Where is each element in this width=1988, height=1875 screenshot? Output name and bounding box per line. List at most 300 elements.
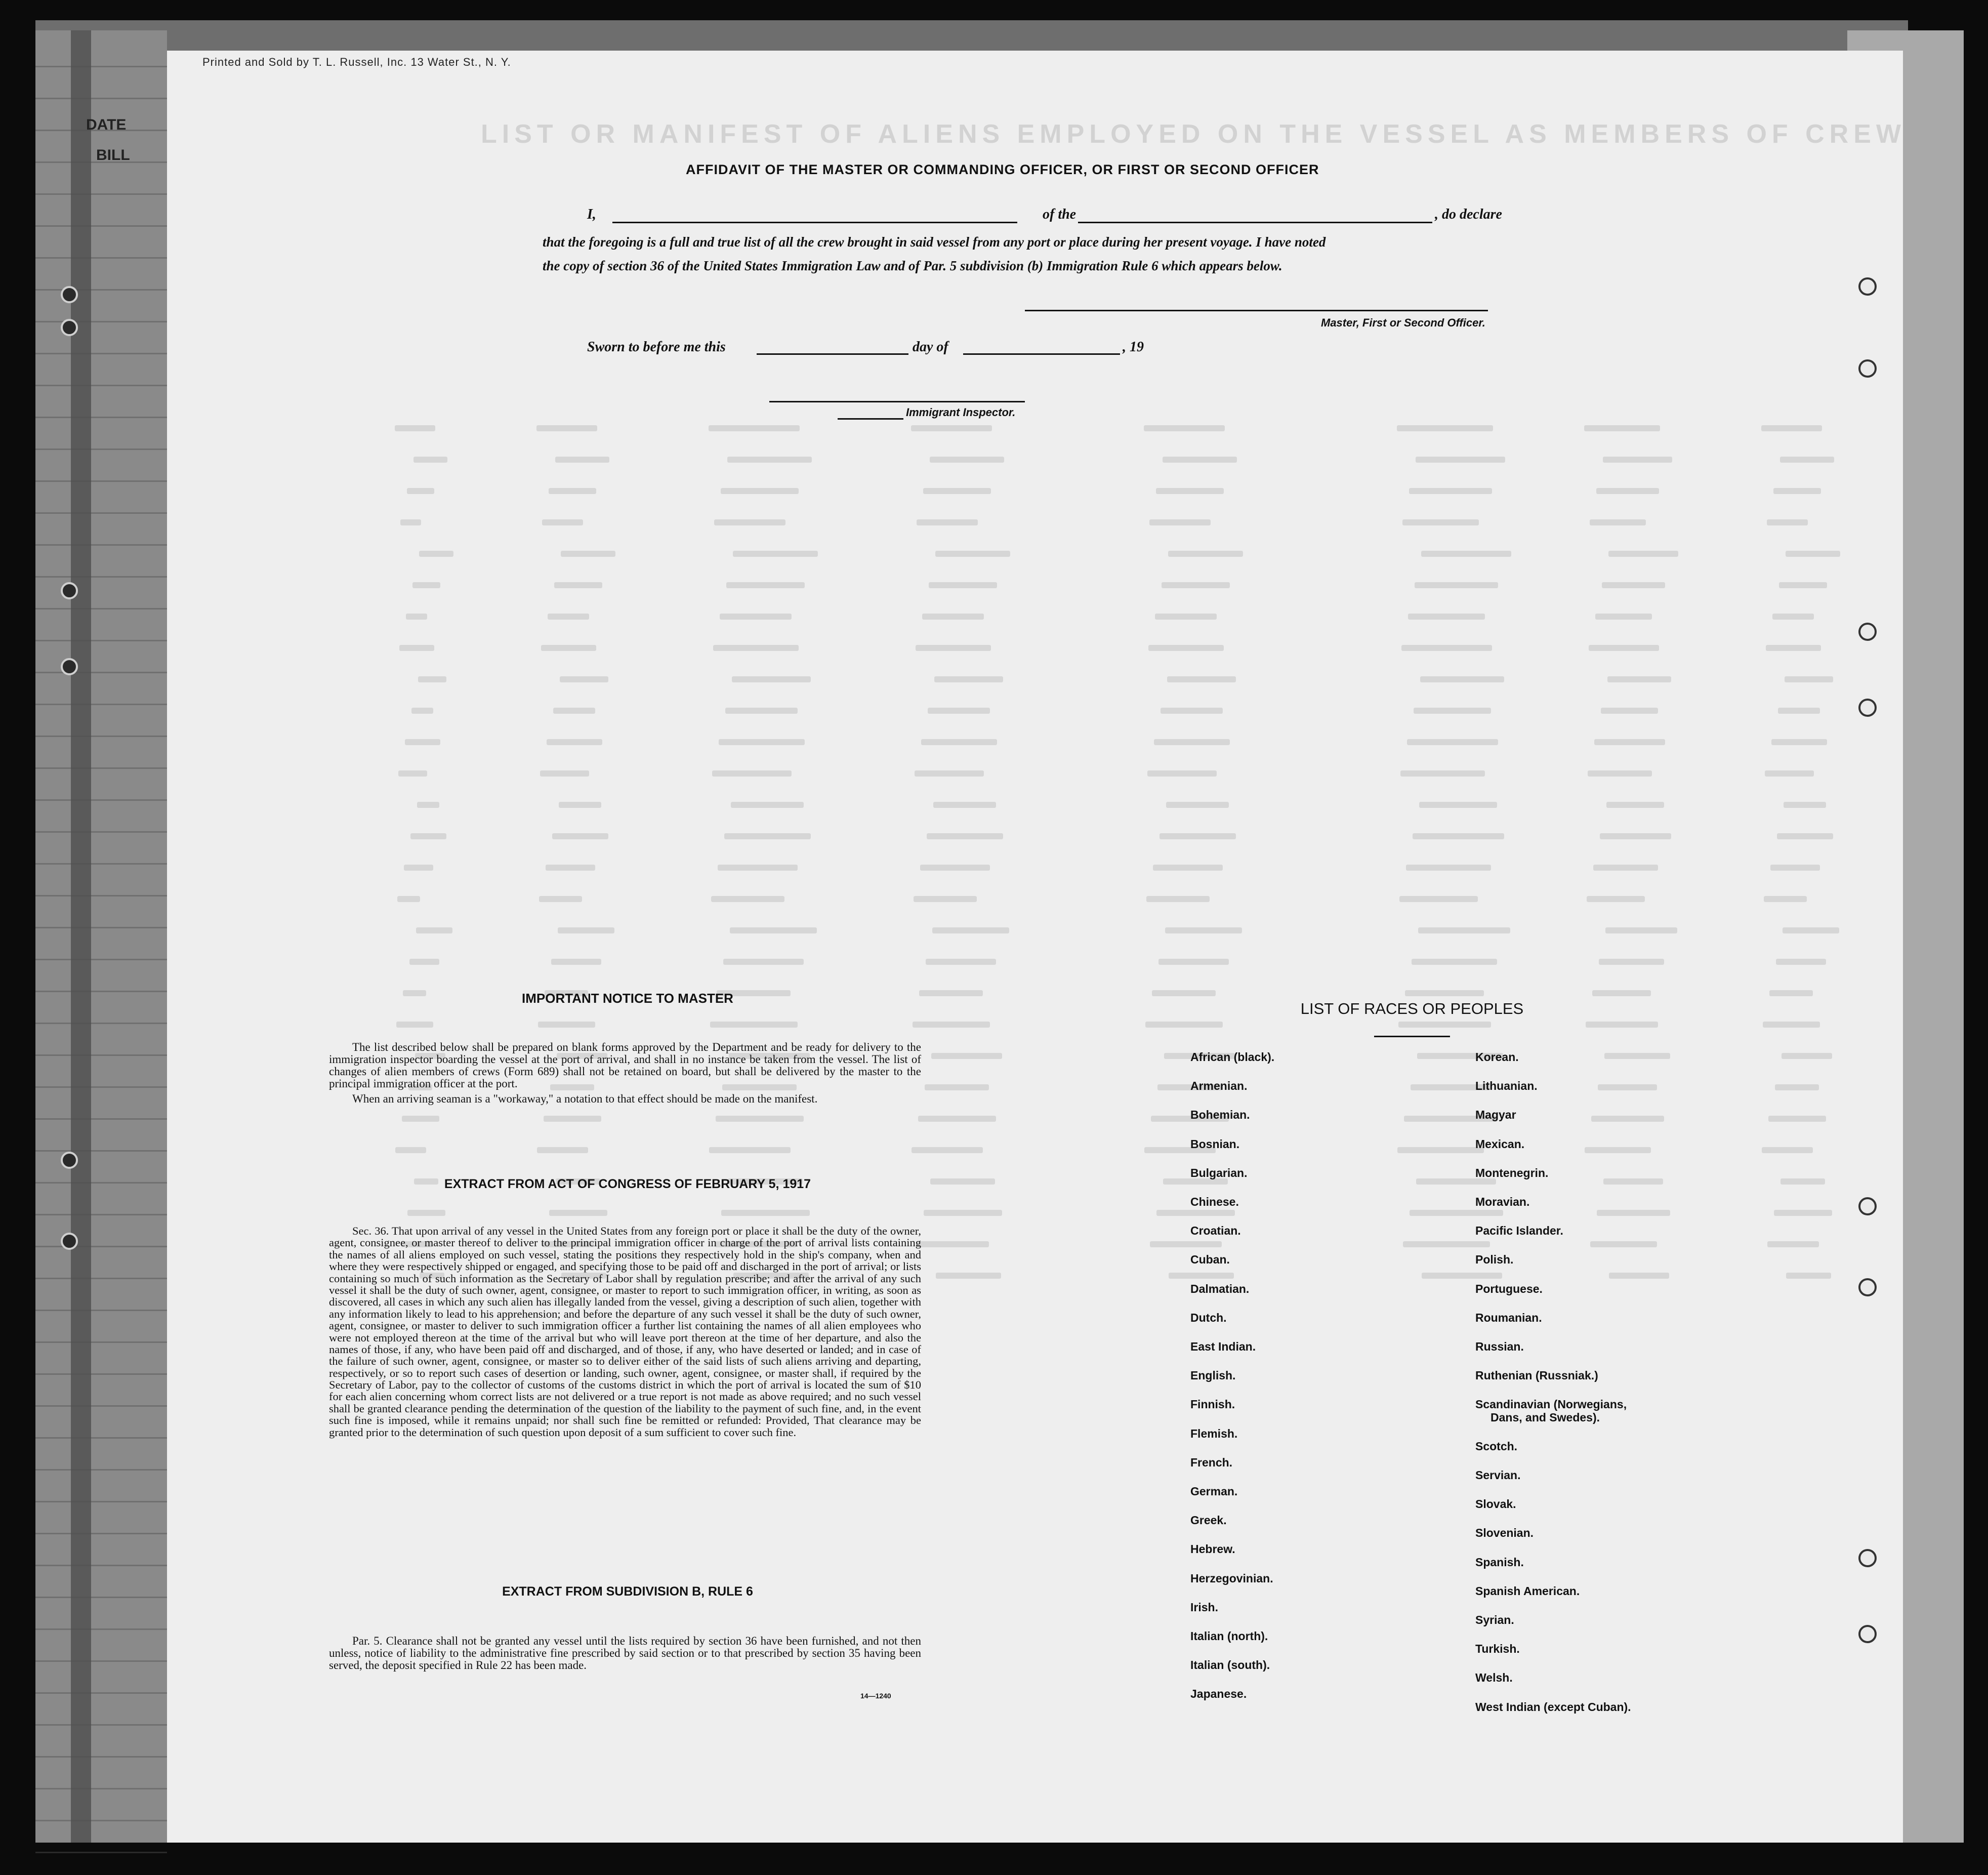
race-item: East Indian. [1190, 1340, 1256, 1353]
race-item: Japanese. [1190, 1687, 1247, 1701]
bleed-mark [1588, 770, 1652, 777]
race-item: Slovenian. [1475, 1526, 1534, 1540]
bleed-mark [917, 519, 978, 525]
bleed-mark [403, 990, 426, 996]
punch-hole-icon [1858, 1625, 1877, 1643]
affidavit-line-3: the copy of section 36 of the United States Immigration Law and of Par. 5 subdivision (b) Immigration Rule 6 which appears below. [543, 258, 1282, 273]
affidavit-title: AFFIDAVIT OF THE MASTER OR COMMANDING OFFICER, OR FIRST OR SECOND OFFICER [686, 162, 1319, 177]
punch-hole-icon [1858, 277, 1877, 296]
bleed-mark [917, 1241, 989, 1247]
bleed-mark [544, 1116, 601, 1122]
bleed-mark [1147, 770, 1217, 777]
ruled-line [35, 799, 167, 801]
punch-hole-icon [1858, 359, 1877, 378]
bleed-mark [723, 959, 804, 965]
ruled-line [35, 704, 167, 705]
bleed-mark [547, 739, 602, 745]
bleed-mark [1585, 1147, 1651, 1153]
ruled-line [35, 480, 167, 482]
race-item: Scandinavian (Norwegians, [1475, 1398, 1627, 1411]
bleed-mark [1762, 1147, 1813, 1153]
bleed-mark [1597, 1210, 1670, 1216]
ruled-line [35, 1660, 167, 1662]
race-item: Spanish. [1475, 1555, 1524, 1569]
sworn-month-blank [963, 353, 1120, 355]
extract-rule-text [329, 1635, 921, 1675]
bleed-mark [1397, 1147, 1484, 1153]
ruled-line [35, 895, 167, 896]
bleed-mark [1144, 425, 1225, 431]
binder-hole-icon [61, 286, 78, 303]
race-item: Dutch. [1190, 1311, 1227, 1324]
bleed-mark [1400, 770, 1485, 777]
race-item: Croatian. [1190, 1224, 1241, 1238]
race-item: Mexican. [1475, 1137, 1525, 1151]
bleed-mark [1153, 865, 1223, 871]
bleed-mark [721, 488, 799, 494]
bleed-mark [925, 1084, 989, 1090]
bleed-mark [1586, 1022, 1658, 1028]
bleed-mark [932, 927, 1009, 933]
extract-act-text [329, 1225, 921, 1441]
ruled-line [35, 831, 167, 833]
bleed-mark [558, 927, 614, 933]
bleed-mark [553, 708, 595, 714]
manifest-page [167, 51, 1903, 1843]
bleed-mark [559, 802, 601, 808]
ruled-line [35, 1118, 167, 1120]
bleed-mark [398, 770, 427, 777]
bleed-mark [1769, 990, 1813, 996]
bleed-mark [407, 488, 434, 494]
affidavit-line-2: that the foregoing is a full and true list of all the crew brought in said vessel from any port or place during her present voyage. I have noted [543, 234, 1326, 250]
race-item: Spanish American. [1475, 1584, 1580, 1598]
ruled-line [35, 1023, 167, 1024]
bleed-mark [1767, 1241, 1819, 1247]
bleed-mark [540, 770, 589, 777]
bleed-mark [720, 614, 792, 620]
notice-p2: When an arriving seaman is a "workaway," a notation to that effect should be made on the manifest. [352, 1092, 818, 1105]
ruled-line [35, 353, 167, 354]
ruled-line [35, 927, 167, 928]
race-item: Pacific Islander. [1475, 1224, 1563, 1238]
ruled-line [35, 193, 167, 195]
extract-act-p: Sec. 36. That upon arrival of any vessel in the United States from any foreign port or place it shall be the duty of the owner, agent, consignee, or master thereof to deliver to the principal immigration officer in charge of the port of arrival lists containing the names of all aliens employed on such vessel, stating the positions they respectively hold in the ship's company, when and where they were respectively shipped or engaged, and specifying those to be paid off and discharged in the port of arrival; or lists containing so much of such information as the Secretary of Labor shall by regulation prescribe; and after the arrival of any such vessel it shall be the duty of such owner, agent, consignee, or master to report to such immigration officer, in writing, as soon as discovered, all cases in which any such alien has illegally landed from the vessel, giving a description of such alien, together with any information likely to lead to his apprehension; and before the departure of any such vessel it shall be the duty of such owner, agent, consignee, or master to deliver to such immigration officer a further list containing the names of all alien employees who were not employed thereon at the time of the arrival but who will leave port thereon at the time of her departure, and also the names of those, if any, who have been paid off and discharged, and of those, if any, who have deserted or landed; and in case of the failure of such owner, agent, consignee, or master so to deliver either of the said lists of such aliens arriving and departing, respectively, or so to report such cases of desertion or landing, such owner, agent, consignee, or master shall, if required by the Secretary of Labor, pay to the collector of customs of the customs district in which the port of arrival is located the sum of $10 for each alien concerning whom correct lists are not delivered or a true report is not made as above required; and no such vessel shall be granted clearance pending the determination of the question of the liability to the payment of such fine, and, in the event such fine is imposed, while it remains unpaid; nor shall such fine be remitted or refunded: Provided, That clearance may be granted prior to the determination of such question upon deposit of a sum sufficient to cover such fine. [329, 1225, 921, 1439]
race-item: Roumanian. [1475, 1311, 1542, 1324]
bleed-mark [1786, 551, 1840, 557]
ruled-line [35, 1182, 167, 1184]
bleed-mark [1420, 676, 1504, 682]
extract-rule-heading: EXTRACT FROM SUBDIVISION B, RULE 6 [502, 1584, 753, 1599]
bleed-mark [926, 959, 996, 965]
binder-hole-icon [61, 1233, 78, 1250]
ruled-line [35, 1692, 167, 1694]
bleed-mark [924, 1210, 1002, 1216]
bleed-mark [1148, 645, 1224, 651]
bleed-mark [1590, 519, 1646, 525]
bleed-mark [551, 959, 601, 965]
bleed-mark [713, 645, 799, 651]
bleed-mark [1765, 770, 1814, 777]
master-signature-line [1025, 310, 1488, 311]
bleed-mark [1150, 1241, 1222, 1247]
bleed-mark [1158, 959, 1229, 965]
bleed-mark [1408, 614, 1485, 620]
bleed-mark [1606, 802, 1664, 808]
race-item: African (black). [1190, 1050, 1275, 1064]
bleed-mark [1609, 1273, 1669, 1279]
bleed-mark [1598, 1084, 1657, 1090]
bleed-mark [1768, 1116, 1826, 1122]
punch-hole-icon [1858, 1197, 1877, 1215]
bleed-mark [709, 1147, 791, 1153]
bleed-mark [561, 551, 615, 557]
bleed-mark [1416, 457, 1505, 463]
bleed-mark [914, 896, 977, 902]
bleed-mark [1397, 425, 1493, 431]
tab-date: DATE [86, 116, 127, 133]
bleed-mark [1398, 1022, 1491, 1028]
binder-hole-icon [61, 582, 78, 599]
ruled-line [35, 321, 167, 322]
ruled-line [35, 1086, 167, 1088]
race-item: Hebrew. [1190, 1542, 1235, 1556]
bleed-mark [1145, 1022, 1223, 1028]
bleed-mark [1402, 519, 1479, 525]
bleed-mark [718, 865, 798, 871]
form-number: 14—1240 [860, 1692, 891, 1700]
inspector-label: Immigrant Inspector. [906, 406, 1016, 419]
ruled-line [35, 1405, 167, 1407]
bleed-mark [406, 614, 427, 620]
bleed-mark [1607, 676, 1671, 682]
ruled-line [35, 1597, 167, 1598]
bleed-mark [399, 645, 434, 651]
race-item: Armenian. [1190, 1079, 1248, 1093]
bleed-mark [409, 959, 439, 965]
race-item: Flemish. [1190, 1426, 1238, 1440]
bleed-mark [1763, 1022, 1820, 1028]
race-item: Ruthenian (Russniak.) [1475, 1369, 1598, 1382]
bleed-mark [395, 1147, 426, 1153]
ruled-line [35, 1373, 167, 1375]
bleed-mark [710, 1022, 798, 1028]
race-item: Italian (south). [1190, 1658, 1270, 1672]
punch-hole-icon [1858, 1278, 1877, 1296]
ruled-line [35, 385, 167, 386]
race-item: Finnish. [1190, 1398, 1235, 1411]
ruled-line [35, 1820, 167, 1821]
bleed-mark [719, 739, 805, 745]
ruled-line [35, 672, 167, 673]
race-item: Chinese. [1190, 1195, 1239, 1208]
bleed-mark [913, 1022, 990, 1028]
ruled-line [35, 512, 167, 514]
bleed-mark [733, 551, 818, 557]
ruled-line [35, 1469, 167, 1471]
ruled-line [35, 1852, 167, 1853]
bleed-mark [552, 833, 608, 839]
bleed-through-heading: LIST OR MANIFEST OF ALIENS EMPLOYED ON THE VESSEL AS MEMBERS OF CREW [481, 119, 1906, 149]
ruled-line [35, 736, 167, 737]
bleed-mark [1162, 582, 1230, 588]
bleed-mark [725, 708, 798, 714]
ruled-line [35, 544, 167, 546]
bleed-mark [1149, 519, 1211, 525]
bleed-mark [1414, 708, 1491, 714]
bleed-mark [1773, 488, 1821, 494]
bleed-mark [1421, 551, 1511, 557]
bleed-mark [395, 425, 435, 431]
race-item: Herzegovinian. [1190, 1571, 1273, 1585]
binder-hole-icon [61, 658, 78, 675]
inspector-signature-line [769, 401, 1025, 402]
bleed-mark [915, 770, 984, 777]
bleed-mark [549, 1210, 607, 1216]
race-item: West Indian (except Cuban). [1475, 1700, 1631, 1714]
ruled-line [35, 225, 167, 227]
notice-text [329, 1041, 921, 1108]
bleed-mark [397, 896, 420, 902]
bleed-mark [549, 488, 596, 494]
ruled-line [35, 1501, 167, 1502]
races-heading-rule [1374, 1036, 1450, 1037]
bleed-mark [1764, 896, 1807, 902]
bleed-mark [928, 708, 990, 714]
bleed-mark [546, 865, 595, 871]
bleed-mark [411, 708, 433, 714]
bleed-mark [1593, 865, 1658, 871]
bleed-mark [714, 519, 785, 525]
ruled-line [35, 98, 167, 99]
bleed-mark [927, 833, 1003, 839]
race-item: Slovak. [1475, 1497, 1516, 1511]
bleed-mark [921, 739, 997, 745]
bleed-mark [1163, 457, 1237, 463]
bleed-mark [1166, 802, 1229, 808]
bleed-mark [1401, 645, 1492, 651]
master-label: Master, First or Second Officer. [1321, 316, 1485, 329]
bleed-mark [931, 1053, 1002, 1059]
bleed-mark [407, 1210, 445, 1216]
ruled-lines [35, 0, 167, 1875]
ruled-line [35, 640, 167, 641]
bleed-mark [1410, 1210, 1503, 1216]
tab-bill: BILL [96, 147, 130, 164]
race-item: Russian. [1475, 1340, 1524, 1353]
bleed-mark [542, 519, 583, 525]
race-item: Lithuanian. [1475, 1079, 1538, 1093]
bleed-mark [712, 770, 792, 777]
ruled-line [35, 1628, 167, 1630]
bleed-mark [416, 927, 452, 933]
bleed-mark [537, 1147, 588, 1153]
notice-heading: IMPORTANT NOTICE TO MASTER [522, 991, 733, 1006]
bleed-mark [1412, 959, 1497, 965]
bleed-mark [731, 802, 804, 808]
binder-hole-icon [61, 319, 78, 336]
printer-line: Printed and Sold by T. L. Russell, Inc. 13 Water St., N. Y. [202, 56, 511, 68]
bleed-mark [1155, 614, 1217, 620]
bleed-mark [1399, 896, 1478, 902]
ruled-line [35, 449, 167, 450]
ruled-line [35, 289, 167, 291]
bleed-mark [919, 990, 983, 996]
bleed-mark [709, 425, 800, 431]
bleed-mark [1413, 833, 1504, 839]
bleed-mark [418, 676, 446, 682]
bleed-mark [933, 802, 996, 808]
bleed-mark [1599, 959, 1664, 965]
ruled-line [35, 1150, 167, 1152]
race-item: Turkish. [1475, 1642, 1520, 1656]
bleed-mark [724, 833, 811, 839]
bleed-mark [1405, 990, 1484, 996]
bleed-mark [1419, 802, 1497, 808]
ruled-line [35, 1724, 167, 1726]
bleed-mark [536, 425, 597, 431]
bleed-mark [1780, 457, 1834, 463]
bleed-mark [935, 551, 1010, 557]
race-item: German. [1190, 1485, 1238, 1498]
bleed-mark [920, 865, 990, 871]
bleed-mark [1156, 488, 1224, 494]
bleed-mark [1592, 990, 1651, 996]
bleed-mark [1785, 676, 1833, 682]
bleed-mark [396, 1022, 433, 1028]
ruled-line [35, 1565, 167, 1566]
bleed-mark [1604, 1053, 1670, 1059]
bleed-mark [1775, 1084, 1819, 1090]
bleed-mark [930, 457, 1004, 463]
bleed-mark [1783, 927, 1839, 933]
bleed-mark [1782, 1053, 1832, 1059]
race-item: Bosnian. [1190, 1137, 1240, 1151]
bleed-mark [1777, 833, 1833, 839]
bleed-mark [1602, 582, 1665, 588]
punch-hole-icon [1858, 623, 1877, 641]
race-item: Dans, and Swedes). [1490, 1410, 1600, 1424]
bleed-mark [402, 1116, 439, 1122]
bleed-mark [726, 582, 805, 588]
notice-p1: The list described below shall be prepared on blank forms approved by the Department and be ready for delivery to the immigration inspector boarding the vessel at the port of arrival, and shall in no instance be taken from the vessel. The list of changes of alien members of crews (Form 689) shall not be retained on board, but shall be delivered by the master to the principal immigration officer at the port. [329, 1041, 921, 1090]
bleed-mark [1589, 645, 1659, 651]
race-item: Bohemian. [1190, 1108, 1250, 1122]
bleed-mark [911, 425, 992, 431]
race-item: Bulgarian. [1190, 1166, 1248, 1179]
ruled-line [35, 1054, 167, 1056]
bleed-mark [1605, 927, 1677, 933]
sworn-text: Sworn to before me this [587, 339, 726, 355]
bleed-mark [1403, 1241, 1490, 1247]
bleed-mark [555, 457, 609, 463]
bleed-mark [1770, 865, 1820, 871]
bleed-mark [1603, 457, 1672, 463]
vessel-blank [1078, 222, 1432, 223]
binder-hole-icon [61, 1152, 78, 1169]
bleed-mark [1780, 1178, 1825, 1185]
bleed-mark [1767, 519, 1808, 525]
ruled-line [35, 767, 167, 769]
bleed-mark [721, 1210, 810, 1216]
bleed-mark [554, 582, 602, 588]
bleed-mark [732, 676, 811, 682]
bleed-mark [1167, 676, 1236, 682]
bleed-mark [1608, 551, 1678, 557]
bleed-mark [930, 1178, 995, 1185]
race-item: Polish. [1475, 1253, 1514, 1267]
bleed-mark [1776, 959, 1826, 965]
bleed-mark [560, 676, 608, 682]
year-text: , 19 [1123, 339, 1144, 355]
race-item: English. [1190, 1369, 1236, 1382]
bleed-mark [1590, 1241, 1657, 1247]
sworn-day-blank [757, 353, 908, 355]
bleed-mark [1761, 425, 1822, 431]
affidavit-declare: , do declare [1435, 207, 1502, 222]
bleed-mark [1601, 708, 1658, 714]
bleed-mark [1407, 739, 1498, 745]
bleed-mark [1594, 739, 1665, 745]
race-item: Italian (north). [1190, 1629, 1268, 1643]
bleed-mark [1161, 708, 1223, 714]
bleed-mark [1169, 1273, 1234, 1279]
bleed-mark [548, 614, 589, 620]
race-item: Portuguese. [1475, 1282, 1543, 1295]
race-item: Cuban. [1190, 1253, 1230, 1267]
ruled-line [35, 1214, 167, 1215]
ruled-line [35, 576, 167, 578]
bleed-mark [538, 1022, 595, 1028]
bleed-mark [716, 1116, 804, 1122]
race-item: Montenegrin. [1475, 1166, 1549, 1179]
bleed-mark [404, 865, 433, 871]
bleed-mark [1771, 739, 1827, 745]
bleed-mark [1156, 1210, 1235, 1216]
ruled-line [35, 863, 167, 865]
race-item: Servian. [1475, 1469, 1521, 1482]
bleed-mark [539, 896, 582, 902]
ruled-line [35, 257, 167, 259]
bleed-mark [419, 551, 453, 557]
bleed-mark [1784, 802, 1826, 808]
bleed-mark [918, 1116, 996, 1122]
name-blank [612, 222, 1017, 223]
bleed-mark [413, 457, 447, 463]
punch-hole-icon [1858, 1549, 1877, 1567]
bleed-mark [916, 645, 991, 651]
bleed-mark [1146, 896, 1210, 902]
bleed-mark [1587, 896, 1645, 902]
bleed-mark [1766, 645, 1821, 651]
race-item: Scotch. [1475, 1439, 1518, 1453]
race-item: Welsh. [1475, 1671, 1513, 1685]
bleed-mark [541, 645, 596, 651]
affidavit-of-the: of the [1043, 207, 1076, 222]
bleed-mark [1595, 614, 1652, 620]
bleed-mark [730, 927, 817, 933]
ruled-line [35, 1756, 167, 1758]
bleed-mark [1409, 488, 1492, 494]
bleed-mark [412, 582, 440, 588]
bleed-mark [1422, 1273, 1502, 1279]
bleed-mark [417, 802, 439, 808]
ruled-line [35, 1437, 167, 1439]
race-item: Syrian. [1475, 1613, 1514, 1626]
race-item: Moravian. [1475, 1195, 1530, 1208]
inspector-short-line [838, 418, 903, 420]
ruled-line [35, 1278, 167, 1279]
